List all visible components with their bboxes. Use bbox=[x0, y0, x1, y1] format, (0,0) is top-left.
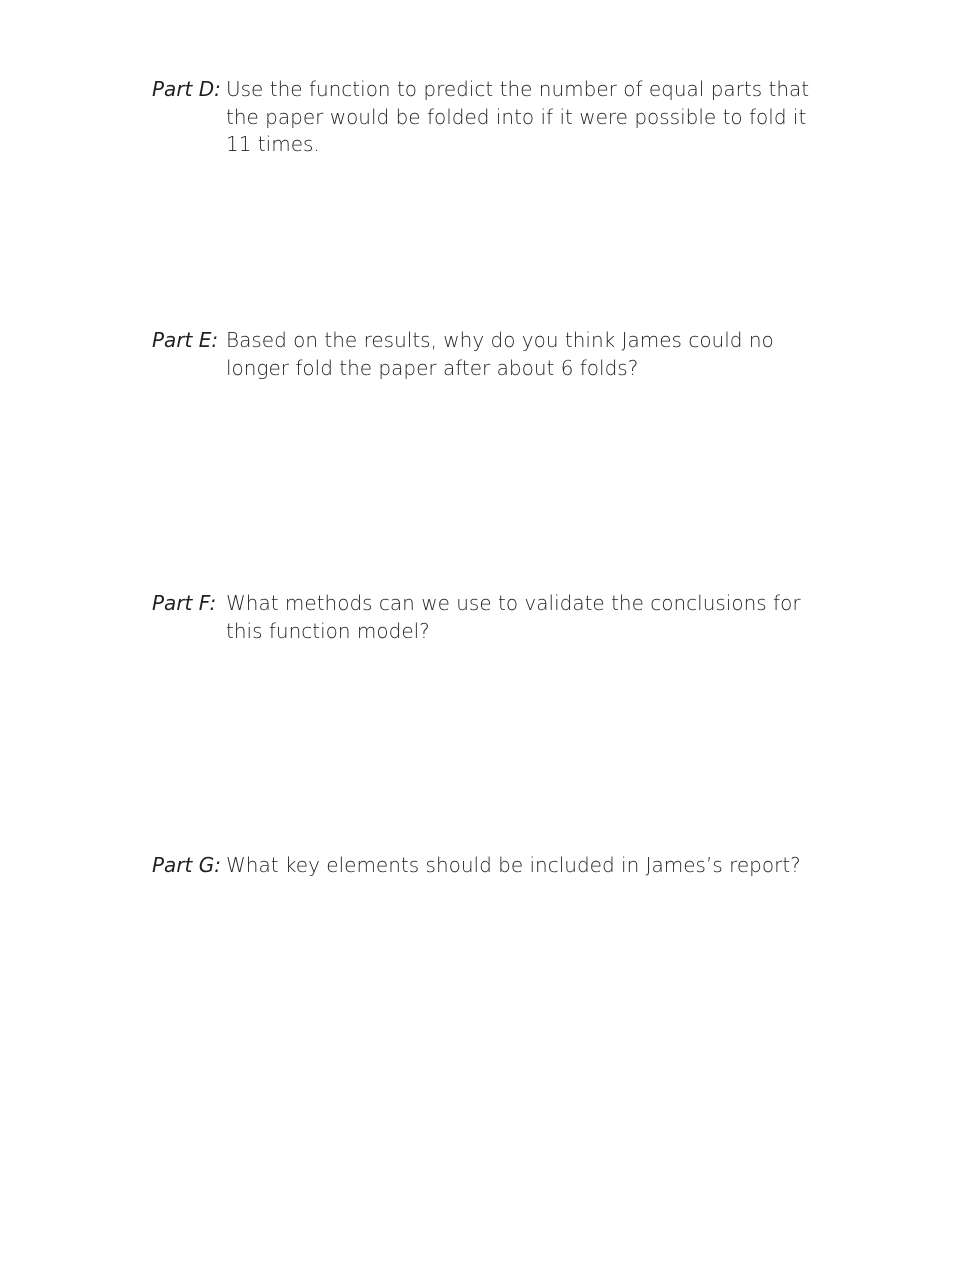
question-text: Use the function to predict the number of equal parts that the paper would be folded into if it were possible to fold it 11 times. bbox=[226, 77, 810, 156]
question-text: Based on the results, why do you think James could no longer fold the paper after about 6 folds? bbox=[226, 328, 774, 380]
question-label: Part F: bbox=[152, 591, 217, 615]
question-label: Part D: bbox=[152, 77, 221, 101]
question-label: Part G: bbox=[152, 853, 221, 877]
question-text: What methods can we use to validate the conclusions for this function model? bbox=[226, 591, 801, 643]
question-label: Part E: bbox=[152, 328, 219, 352]
question-part-g bbox=[152, 852, 812, 880]
question-part-f bbox=[152, 590, 812, 645]
question-text: What key elements should be included in James’s report? bbox=[226, 853, 801, 877]
question-part-e bbox=[152, 327, 812, 382]
question-part-d bbox=[152, 76, 812, 159]
